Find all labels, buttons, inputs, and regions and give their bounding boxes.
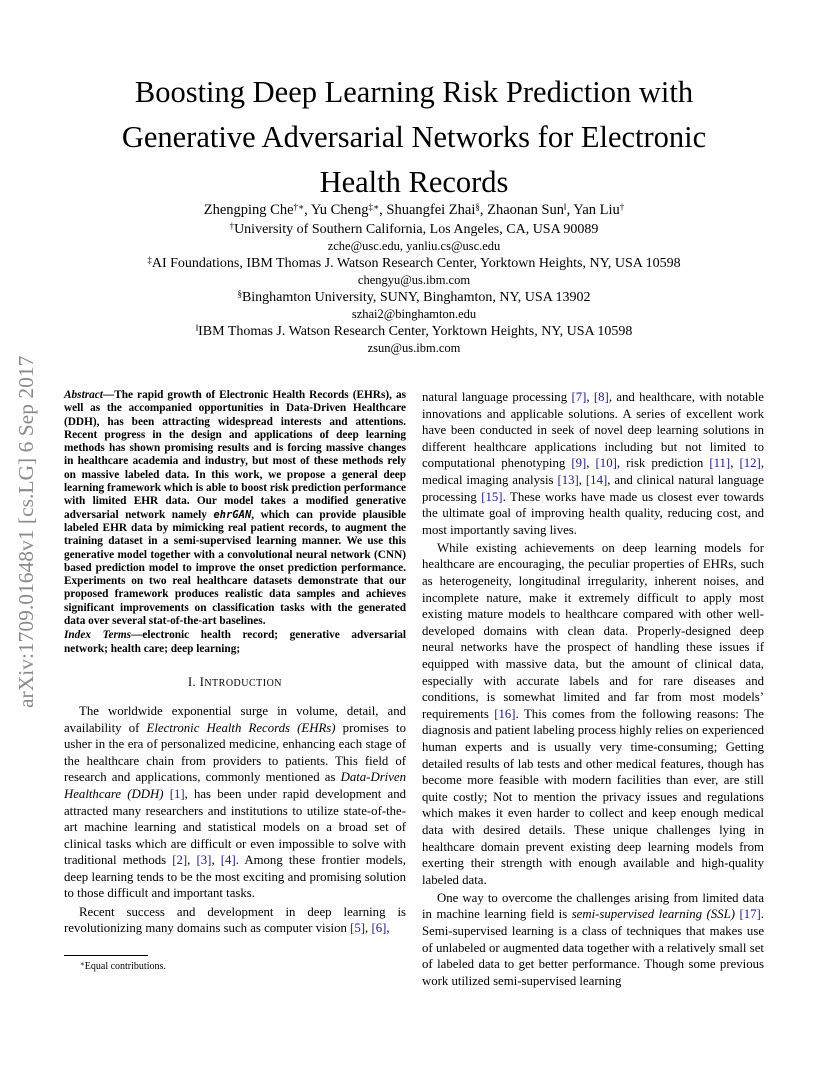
affiliation-mark: § [237,289,242,299]
text-run: , risk prediction [616,456,710,471]
emphasized-term: Data-Driven Healthcare (DDH) [64,770,406,801]
section-numeral: I. [187,674,200,689]
author-names [80,201,748,220]
footnote-text: Equal contributions. [84,961,166,972]
text-run: One way to overcome the challenges arising from limited data in machine learning field is [422,890,764,922]
affiliation-mark: ‡ [147,255,152,265]
text-run: , [211,853,221,868]
citation-link[interactable]: [6] [371,921,387,936]
affiliation-mark: † [619,202,625,212]
text-run: . These works have made us closest ever towards the ultimate goal of improving health quality, reducing cost, and most importantly saving lives. [422,489,764,537]
text-run: While existing achievements on deep learning models for healthcare are encouraging, the peculiar properties of EHRs, such as heterogeneity, longitudinal irregularity, inherent noises, and incomplete nature, make it extremely difficult to apply most existing mature models to healthcare compared with other well-developed domains with clean data. Properly-designed deep neural networks have the prospect of handling these issues if equipped with massive data, but the amount of clinical data, especially with accurate labels and for rare diseases and conditions, is somewhat limited and far from most models’ requirements [422,540,764,721]
affiliation-line [80,221,748,238]
text-run: . Semi-supervised learning is a class of techniques that makes use of unlabeled or augmented data together with a relatively small set of labeled data to get better performance. Though some previous work utilized semi-supervised learning [422,907,764,988]
affiliation-mark: ‖ [195,323,199,333]
abstract-lead: Abstract [64,389,103,401]
author-block [80,201,748,357]
text-run: , [386,921,390,936]
author-separator: , [566,202,574,218]
affiliation-text: IBM Thomas J. Watson Research Center, Yorktown Heights, NY, USA 10598 [198,324,633,339]
index-terms [64,629,406,656]
text-run: , [586,390,594,404]
text-run: The worldwide exponential surge in volume, detail, and availability of [64,703,406,735]
author-email: zche@usc.edu, yanliu.cs@usc.edu [327,239,501,253]
citation-link[interactable]: [1] [169,786,185,801]
affiliation-mark: ‡∗ [368,202,380,212]
author-separator: , [379,202,387,218]
paper-title: Boosting Deep Learning Risk Prediction with Generative Adversarial Networks for Electronic Health Records [121,75,707,199]
left-body-text [64,703,406,937]
emphasized-term: semi-supervised learning (SSL) [571,907,735,922]
text-run: . Among these frontier models, deep learning tends to be the most exciting and promising solution to those difficult and important tasks. [64,853,406,901]
citation-link[interactable]: [15] [481,489,503,504]
affiliation-text: AI Foundations, IBM Thomas J. Watson Research Center, Yorktown Heights, NY, USA 10598 [151,256,681,271]
affiliation-text: Binghamton University, SUNY, Binghamton, NY, USA 13902 [241,290,591,305]
text-run: , [365,921,372,936]
author-name: Yu Cheng [310,202,369,218]
right-body-text [422,389,764,989]
affiliation-line [80,255,748,272]
text-run: , [187,853,197,868]
affiliation-mark: § [475,202,480,212]
body-paragraph [64,703,406,902]
text-run: , medical imaging analysis [422,456,765,487]
text-run: , [730,456,740,471]
index-terms-dash: — [131,629,143,642]
author-email: zsun@us.ibm.com [367,341,461,355]
emphasized-term: Electronic Health Records (EHRs) [146,720,336,735]
citation-link[interactable]: [8] [593,390,609,404]
arxiv-identifier-stamp: arXiv:1709.01648v1 [cs.LG] 6 Sep 2017 [14,355,38,709]
index-terms-lead: Index Terms [64,629,132,642]
model-name-ehrgan: ehrGAN [213,508,252,521]
body-paragraph [422,890,764,990]
abstract [64,389,406,628]
citation-link[interactable]: [2] [172,853,188,868]
text-run: promises to usher in the era of personalized medicine, enhancing each stage of the healthcare chain from providers to patients. This field of research and applications, commonly mentioned as [64,720,406,785]
index-terms-text: electronic health record; generative adversarial network; health care; deep learning; [64,629,406,655]
footnote-mark: ∗ [80,960,85,968]
body-paragraph [64,904,406,937]
section-title-rest: NTRODUCTION [204,677,283,689]
affiliation-mark: †∗ [293,202,305,212]
author-email: chengyu@us.ibm.com [357,273,471,287]
footnote [80,960,166,972]
citation-link[interactable]: [5] [350,921,366,936]
text-run: , [578,472,586,487]
author-name: Zhaonan Sun [487,202,565,218]
citation-link[interactable]: [9] [571,456,587,471]
citation-link[interactable]: [11] [709,456,731,471]
text-run: , has been under rapid development and attracted many researchers and institutions to utilize state-of-the-art machine learning and statistical models on a broad set of clinical tasks which are difficult or even impossible to solve with traditional methods [64,786,406,868]
citation-link[interactable]: [10] [595,456,617,471]
author-separator: , [479,202,488,218]
affiliation-mark: ‖ [564,202,567,212]
citation-link[interactable]: [3] [196,853,212,868]
text-run: , and healthcare, with notable innovations and applicable solutions. A series of excellent work have been conducted in seek of novel deep learning solutions in different healthcare applications including but not limited to computational phenotyping [422,390,764,471]
abstract-dash: — [102,389,115,401]
author-name: Yan Liu [573,202,620,218]
citation-link[interactable]: [7] [571,390,587,404]
text-run: natural language processing [422,390,572,404]
abstract-text-part1: The rapid growth of Electronic Health Records (EHRs), as well as the accompanied opportunities in Data-Driven Healthcare (DDH), has been attracting widespread interests and attentions. Recent progress in the design and applications of deep learning methods has shown promising results and is forcing massive changes in healthcare academia and industry, but most of these methods rely on massive labeled data. In this work, we propose a general deep learning framework which is able to boost risk prediction performance with limited EHR data. Our model takes a modified generative adversarial network namely [64,389,406,521]
affiliations [80,221,748,357]
text-run: Recent success and development in deep learning is revolutionizing many domains such as computer vision [64,904,406,936]
body-paragraph [422,389,764,538]
affiliation-line [80,289,748,306]
author-separator: , [304,202,311,218]
footnote-divider [64,955,148,956]
text-run: . This comes from the following reasons: The diagnosis and patient labeling process highly relies on experienced human experts and is usually very time-consuming; Getting detailed results of lab tests and other medical features, though has become more feasible with modern facilities than ever, are still quite costly; Not to mention the privacy issues and regulations which makes it even harder to collect and keep enough medical data with desired details. These unique challenges lying in healthcare domain prevent existing deep learning models from exerting their strength with enough available and high-quality labeled data. [422,706,764,887]
citation-link[interactable]: [12] [739,456,761,471]
section-heading-introduction [64,675,406,691]
text-run: , [586,456,596,471]
left-column [64,389,406,937]
body-paragraph [422,540,764,888]
abstract-text-part2: , which can provide plausible labeled EHR data by mimicking real patient records, to augment the training dataset in a semi-supervised learning manner. We use this generative model together with a convolutional neural network (CNN) based prediction model to improve the onset prediction performance. Experiments on two real healthcare datasets demonstrate that our proposed framework produces realistic data samples and achieves significant improvements on classification tasks with the generated data over several stat-of-the-art baselines. [64,508,406,628]
affiliation-line [80,323,748,340]
affiliation-text: University of Southern California, Los Angeles, CA, USA 90089 [234,222,599,237]
citation-link[interactable]: [4] [220,853,236,868]
citation-link[interactable]: [16] [494,706,516,721]
citation-link[interactable]: [13] [557,472,579,487]
right-column [422,389,764,989]
citation-link[interactable]: [14] [585,472,608,487]
text-run: , and clinical natural language processing [422,472,764,504]
section-initial: I [199,674,205,689]
author-name: Zhengping Che [203,202,294,218]
citation-link[interactable]: [17] [739,907,761,922]
author-email: szhai2@binghamton.edu [351,307,477,321]
author-name: Shuangfei Zhai [386,202,476,218]
affiliation-mark: † [229,221,235,231]
